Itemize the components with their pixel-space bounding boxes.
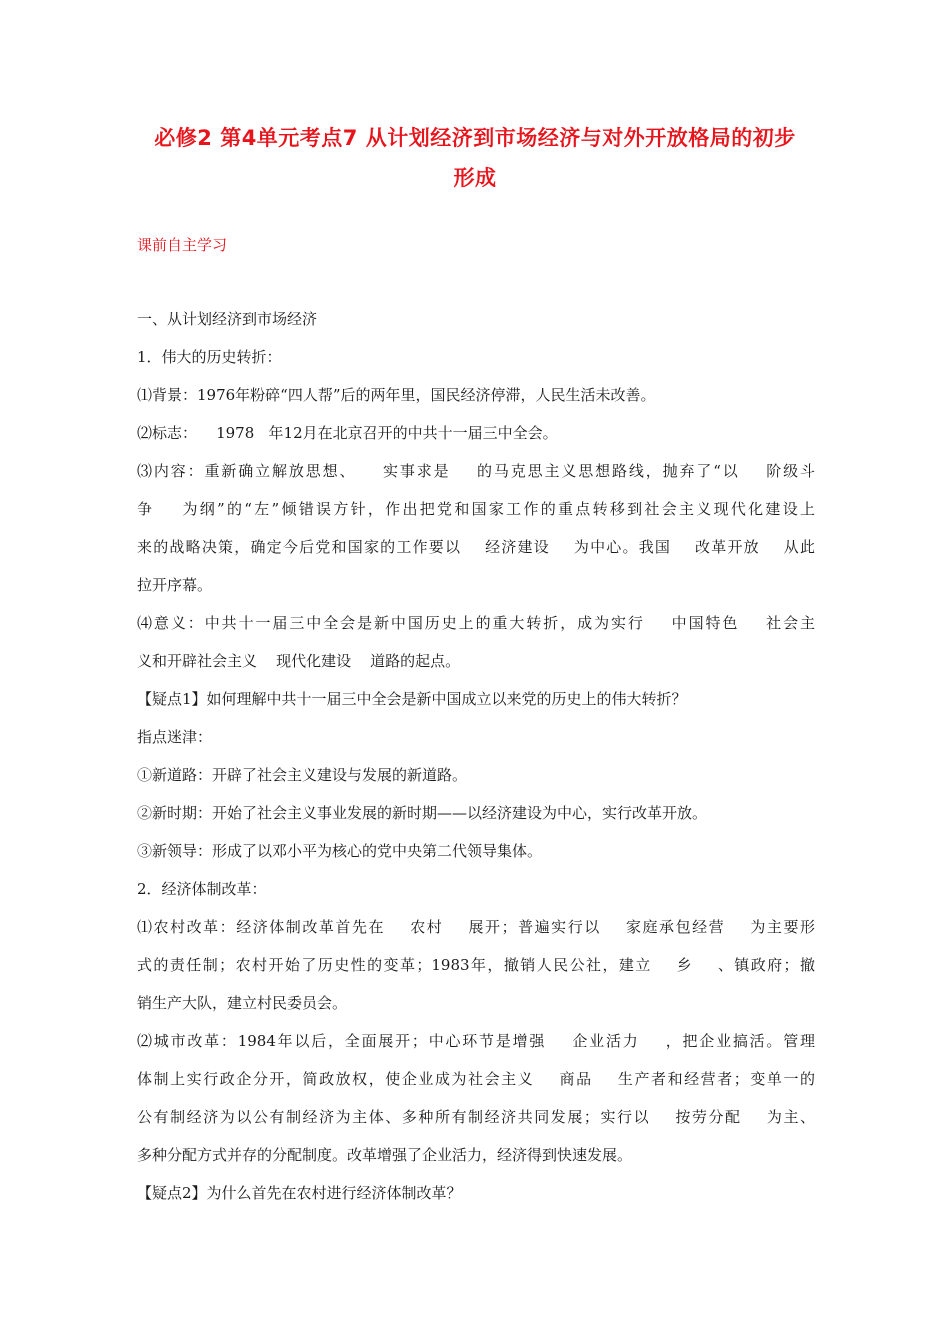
paragraph-urban-line-2: 体制上实行政企分开，简政放权，使企业成为社会主义 商品 生产者和经营者；变单一的 (137, 1070, 815, 1088)
title-line-2: 形成 (453, 166, 497, 190)
guide-item-3: ③新领导：形成了以邓小平为核心的党中央第二代领导集体。 (137, 842, 543, 860)
title-line-1: 必修2 第4单元考点7 从计划经济到市场经济与对外开放格局的初步 (154, 126, 796, 150)
paragraph-rural-line-3: 销生产大队，建立村民委员会。 (137, 994, 348, 1012)
paragraph-urban-line-4: 多种分配方式并存的分配制度。改革增强了企业活力，经济得到快速发展。 (137, 1146, 633, 1164)
paragraph-rural-line-1: ⑴农村改革：经济体制改革首先在 农村 展开；普遍实行以 家庭承包经营 为主要形 (137, 918, 815, 936)
question-2: 【疑点2】为什么首先在农村进行经济体制改革？ (137, 1184, 462, 1202)
paragraph-meaning-line-2: 义和开辟社会主义 现代化建设 道路的起点。 (137, 652, 461, 670)
document-title (120, 118, 830, 198)
paragraph-urban-line-1: ⑵城市改革：1984年以后，全面展开；中心环节是增强 企业活力 ，把企业搞活。管理 (137, 1032, 815, 1050)
paragraph-content-line-3: 来的战略决策，确定今后党和国家的工作要以 经济建设 为中心。我国 改革开放 从此 (137, 538, 815, 556)
paragraph-rural-line-2: 式的责任制；农村开始了历史性的变革；1983年，撤销人民公社，建立 乡 、镇政府；撤 (137, 956, 815, 974)
paragraph-content-line-1: ⑶内容：重新确立解放思想、 实事求是 的马克思主义思想路线，抛弃了“以 阶级斗 (137, 462, 815, 480)
subheading-historic-turn: 1．伟大的历史转折： (137, 348, 282, 366)
paragraph-marker: ⑵标志： 1978 年12月在北京召开的中共十一届三中全会。 (137, 424, 558, 442)
section-label: 课前自主学习 (137, 236, 228, 254)
subheading-economic-reform: 2．经济体制改革： (137, 880, 267, 898)
question-1: 【疑点1】如何理解中共十一届三中全会是新中国成立以来党的历史上的伟大转折？ (137, 690, 687, 708)
paragraph-meaning-line-1: ⑷意义：中共十一届三中全会是新中国历史上的重大转折，成为实行 中国特色 社会主 (137, 614, 815, 632)
guide-item-1: ①新道路：开辟了社会主义建设与发展的新道路。 (137, 766, 468, 784)
guide-item-2: ②新时期：开始了社会主义事业发展的新时期——以经济建设为中心，实行改革开放。 (137, 804, 708, 822)
paragraph-background: ⑴背景：1976年粉碎“四人帮”后的两年里，国民经济停滞，人民生活未改善。 (137, 386, 656, 404)
document-body (137, 300, 815, 1212)
heading-planned-to-market: 一、从计划经济到市场经济 (137, 310, 318, 328)
guide-label: 指点迷津： (137, 728, 213, 746)
paragraph-urban-line-3: 公有制经济为以公有制经济为主体、多种所有制经济共同发展；实行以 按劳分配 为主、 (137, 1108, 815, 1126)
paragraph-content-line-4: 拉开序幕。 (137, 576, 213, 594)
paragraph-content-line-2: 争 为纲”的“左”倾错误方针，作出把党和国家工作的重点转移到社会主义现代化建设上 (137, 500, 815, 518)
